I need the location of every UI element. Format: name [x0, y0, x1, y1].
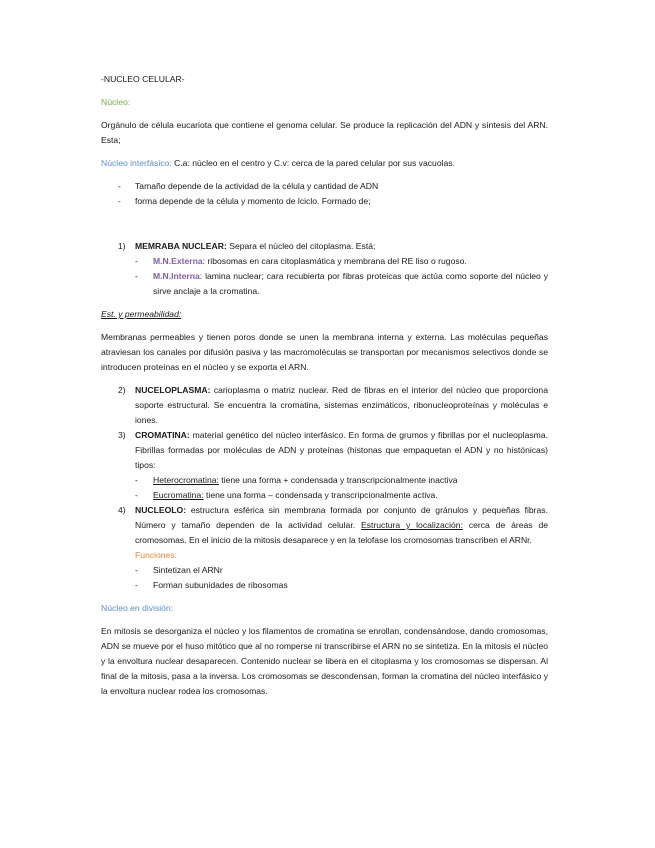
funciones-heading: Funciones: — [135, 550, 178, 560]
sub-text: : ribosomas en cara citoplasmática y membrana del RE liso o rugoso. — [202, 256, 467, 266]
list-item — [135, 254, 548, 269]
nucleo-heading: Núcleo: — [101, 97, 131, 107]
localizacion-label: Estructura y localización: — [360, 520, 463, 530]
permeabilidad-heading: Est. y permeabilidad: — [101, 309, 182, 319]
sub-text: tiene una forma + condensada y transcripcionalmente inactiva — [218, 475, 458, 485]
nucleo-paragraph: Orgánulo de célula eucariota que contiene el genoma celular. Se produce la replicación del ADN y síntesis del ARN. Esta; — [101, 120, 548, 145]
item-number: 4) — [118, 505, 126, 515]
list-item: - Forman subunidades de ribosomas — [135, 578, 548, 593]
sub-text: : lamina nuclear; cara recubierta por fibras proteicas que actúa como soporte del núcleo y sirve anclaje a la cromatina. — [153, 271, 548, 296]
document-title: -NUCLEO CELULAR- — [101, 74, 185, 84]
interfasico-heading: Núcleo interfásico: — [101, 158, 172, 168]
list-item: - forma depende de la célula y momento de lciclo. Formado de; — [101, 194, 548, 209]
list-item — [135, 269, 548, 299]
list-item: - Tamaño depende de la actividad de la célula y cantidad de ADN — [101, 179, 548, 194]
item-nucleoplasma — [101, 383, 548, 428]
item-membrana-nuclear — [101, 239, 548, 299]
interfasico-text: C.a: núcleo en el centro y C.v: cerca de la pared celular por sus vacuolas. — [171, 158, 455, 168]
item-text: Separa el núcleo del citoplasma. Está; — [226, 241, 376, 251]
list-item — [135, 488, 548, 503]
item-text: carioplasma o matriz nuclear. Red de fibras en el interior del núcleo que proporciona soporte estructural. Se encuentra la cromatina, sistemas enzimáticos, ribonucleoproteínas y moléculas e iones. — [135, 385, 548, 425]
sub-label: Eucromatina: — [153, 490, 204, 500]
item-nucleolo — [101, 503, 548, 593]
list-item — [135, 473, 548, 488]
interfasico-line — [101, 156, 548, 171]
sub-label: M.N.Externa — [153, 256, 203, 266]
permeabilidad-paragraph: Membranas permeables y tienen poros donde se unen la membrana interna y externa. Las moléculas pequeñas atraviesan los canales por difusión pasiva y las macromoléculas se transportan por mecanismos selectivos donde se introducen proteínas en el núcleo y se exporta el ARN. — [101, 332, 548, 372]
cromatina-sublist — [135, 473, 548, 503]
item-text: material genético del núcleo interfásico. En forma de grumos y fibrillas por el nucleoplasma. Fibrillas formadas por moléculas de ADN y proteínas (histonas que empaquetan el ADN y no histónicas) tipos: — [135, 430, 548, 470]
sub-label: M.N.Interna — [153, 271, 200, 281]
sub-label: Heterocromatina: — [153, 475, 219, 485]
item-title: NUCELOPLASMA: — [135, 385, 211, 395]
funciones-list — [135, 563, 548, 593]
division-paragraph: En mitosis se desorganiza el núcleo y los filamentos de cromatina se enrollan, condensándose, dando cromosomas, ADN se mueve por el huso mitótico que al no romperse ni transcribirse el ARN no se sintetiza. En la mitosis el núcleo y la envoltura nuclear desaparecen. Contenido nuclear se libera en el citoplasma y los cromosomas se dispersan. Al final de la mitosis, pasa a la inversa. Los cromosomas se descondensan, forman la cromatina del núcleo interfásico y la envoltura nuclear rodea los cromosomas. — [101, 626, 548, 696]
item-number: 3) — [118, 430, 126, 440]
division-heading: Núcleo en división: — [101, 603, 174, 613]
item-title: CROMATINA: — [135, 430, 190, 440]
membrana-sublist — [135, 254, 548, 299]
localizacion-text: cerca de áreas de cromosomas. En el inicio de la mitosis desaparece y en la telofase los cromosomas transcriben el ARNr. — [135, 520, 549, 545]
item-cromatina — [101, 428, 548, 503]
item-title: MEMRABA NUCLEAR: — [135, 241, 227, 251]
item-title: NUCLEOLO: — [135, 505, 187, 515]
item-number: 2) — [118, 385, 126, 395]
list-item: - Sintetizan el ARNr — [135, 563, 548, 578]
document-content — [101, 72, 548, 699]
item-number: 1) — [118, 241, 126, 251]
item-text: estructura esférica sin membrana formada por conjunto de gránulos y pequeñas fibras. Número y tamaño dependen de la actividad celular. — [135, 505, 548, 530]
interfasico-list — [101, 179, 548, 209]
sub-text: tiene una forma – condensada y transcripcionalmente activa. — [203, 490, 438, 500]
